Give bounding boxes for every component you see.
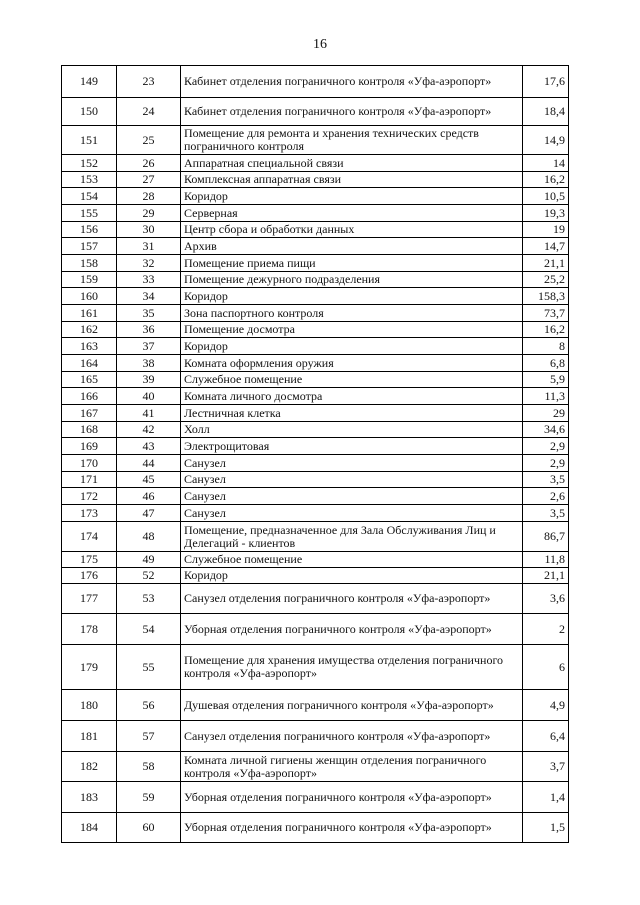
table-row — [62, 222, 569, 238]
premise-number: 34 — [117, 288, 181, 305]
table-row — [62, 355, 569, 372]
row-number: 169 — [62, 438, 117, 455]
row-number: 150 — [62, 98, 117, 126]
table-row — [62, 288, 569, 305]
row-number: 167 — [62, 405, 117, 422]
premise-area: 3,5 — [523, 505, 569, 522]
row-number: 153 — [62, 172, 117, 188]
premise-area: 17,6 — [523, 66, 569, 98]
premise-number: 39 — [117, 372, 181, 388]
row-number: 165 — [62, 372, 117, 388]
premise-number: 59 — [117, 782, 181, 813]
row-number: 177 — [62, 584, 117, 614]
premise-name: Зона паспортного контроля — [181, 305, 523, 322]
premise-number: 29 — [117, 205, 181, 222]
premise-name: Санузел отделения пограничного контроля «Уфа-аэропорт» — [181, 584, 523, 614]
row-number: 166 — [62, 388, 117, 405]
premise-number: 31 — [117, 238, 181, 255]
premise-area: 3,7 — [523, 752, 569, 782]
premise-number: 48 — [117, 522, 181, 552]
table-row — [62, 455, 569, 472]
table-row — [62, 472, 569, 488]
premises-table — [61, 65, 569, 843]
row-number: 178 — [62, 614, 117, 645]
premise-area: 19 — [523, 222, 569, 238]
premise-number: 45 — [117, 472, 181, 488]
premise-number: 42 — [117, 422, 181, 438]
row-number: 157 — [62, 238, 117, 255]
premise-number: 47 — [117, 505, 181, 522]
premise-name: Кабинет отделения пограничного контроля «Уфа-аэропорт» — [181, 98, 523, 126]
premise-name: Коридор — [181, 288, 523, 305]
row-number: 158 — [62, 255, 117, 272]
premise-name: Лестничная клетка — [181, 405, 523, 422]
premise-number: 23 — [117, 66, 181, 98]
premise-name: Электрощитовая — [181, 438, 523, 455]
premise-name: Служебное помещение — [181, 552, 523, 568]
table-row — [62, 645, 569, 690]
table-row — [62, 690, 569, 721]
premise-name: Аппаратная специальной связи — [181, 155, 523, 172]
premise-name: Коридор — [181, 188, 523, 205]
premise-name: Санузел — [181, 455, 523, 472]
premise-number: 49 — [117, 552, 181, 568]
premise-area: 2,9 — [523, 455, 569, 472]
premise-area: 6 — [523, 645, 569, 690]
table-row — [62, 238, 569, 255]
premise-area: 2,9 — [523, 438, 569, 455]
premise-number: 36 — [117, 322, 181, 338]
table-row — [62, 322, 569, 338]
premise-area: 2 — [523, 614, 569, 645]
table-row — [62, 584, 569, 614]
table-row — [62, 205, 569, 222]
premise-area: 29 — [523, 405, 569, 422]
premise-area: 11,8 — [523, 552, 569, 568]
table-row — [62, 272, 569, 288]
table-row — [62, 98, 569, 126]
row-number: 181 — [62, 721, 117, 752]
premise-name: Уборная отделения пограничного контроля «Уфа-аэропорт» — [181, 813, 523, 843]
table-row — [62, 255, 569, 272]
premise-name: Служебное помещение — [181, 372, 523, 388]
table-row — [62, 552, 569, 568]
premise-number: 60 — [117, 813, 181, 843]
row-number: 152 — [62, 155, 117, 172]
row-number: 164 — [62, 355, 117, 372]
premise-name: Санузел — [181, 472, 523, 488]
premise-name: Комната личной гигиены женщин отделения пограничного контроля «Уфа-аэропорт» — [181, 752, 523, 782]
premise-area: 4,9 — [523, 690, 569, 721]
premise-number: 35 — [117, 305, 181, 322]
premise-area: 6,4 — [523, 721, 569, 752]
table-row — [62, 66, 569, 98]
premise-name: Душевая отделения пограничного контроля «Уфа-аэропорт» — [181, 690, 523, 721]
table-row — [62, 505, 569, 522]
premise-number: 46 — [117, 488, 181, 505]
table-row — [62, 721, 569, 752]
premise-area: 1,4 — [523, 782, 569, 813]
premise-area: 8 — [523, 338, 569, 355]
premise-area: 14,9 — [523, 126, 569, 155]
table-row — [62, 338, 569, 355]
premise-area: 25,2 — [523, 272, 569, 288]
premise-number: 38 — [117, 355, 181, 372]
row-number: 179 — [62, 645, 117, 690]
table-row — [62, 614, 569, 645]
premise-name: Коридор — [181, 568, 523, 584]
premise-area: 10,5 — [523, 188, 569, 205]
premise-number: 53 — [117, 584, 181, 614]
premise-number: 54 — [117, 614, 181, 645]
row-number: 161 — [62, 305, 117, 322]
row-number: 173 — [62, 505, 117, 522]
premise-name: Комплексная аппаратная связи — [181, 172, 523, 188]
premise-area: 158,3 — [523, 288, 569, 305]
premise-area: 5,9 — [523, 372, 569, 388]
premise-number: 32 — [117, 255, 181, 272]
row-number: 184 — [62, 813, 117, 843]
row-number: 151 — [62, 126, 117, 155]
premise-area: 34,6 — [523, 422, 569, 438]
premise-area: 18,4 — [523, 98, 569, 126]
premise-number: 37 — [117, 338, 181, 355]
premise-name: Помещение приема пищи — [181, 255, 523, 272]
premise-area: 14,7 — [523, 238, 569, 255]
table-row — [62, 172, 569, 188]
premise-number: 56 — [117, 690, 181, 721]
table-row — [62, 422, 569, 438]
row-number: 182 — [62, 752, 117, 782]
premise-number: 25 — [117, 126, 181, 155]
row-number: 159 — [62, 272, 117, 288]
row-number: 175 — [62, 552, 117, 568]
table-row — [62, 405, 569, 422]
row-number: 171 — [62, 472, 117, 488]
premise-number: 26 — [117, 155, 181, 172]
premise-name: Помещение дежурного подразделения — [181, 272, 523, 288]
row-number: 176 — [62, 568, 117, 584]
table-row — [62, 813, 569, 843]
premise-name: Помещение, предназначенное для Зала Обслуживания Лиц и Делегаций - клиентов — [181, 522, 523, 552]
table-row — [62, 522, 569, 552]
premise-number: 27 — [117, 172, 181, 188]
table-row — [62, 438, 569, 455]
premise-area: 2,6 — [523, 488, 569, 505]
premise-number: 55 — [117, 645, 181, 690]
premise-number: 58 — [117, 752, 181, 782]
row-number: 149 — [62, 66, 117, 98]
premise-name: Коридор — [181, 338, 523, 355]
premise-area: 19,3 — [523, 205, 569, 222]
page-number: 16 — [313, 37, 327, 52]
premise-name: Комната личного досмотра — [181, 388, 523, 405]
row-number: 183 — [62, 782, 117, 813]
row-number: 155 — [62, 205, 117, 222]
table-row — [62, 126, 569, 155]
table-row — [62, 782, 569, 813]
premise-area: 86,7 — [523, 522, 569, 552]
row-number: 154 — [62, 188, 117, 205]
premises-table-body — [62, 66, 569, 843]
premise-number: 41 — [117, 405, 181, 422]
premise-area: 73,7 — [523, 305, 569, 322]
premise-number: 24 — [117, 98, 181, 126]
table-row — [62, 305, 569, 322]
premise-number: 30 — [117, 222, 181, 238]
premise-number: 40 — [117, 388, 181, 405]
table-row — [62, 388, 569, 405]
premise-name: Помещение досмотра — [181, 322, 523, 338]
premise-name: Санузел — [181, 488, 523, 505]
row-number: 162 — [62, 322, 117, 338]
table-row — [62, 568, 569, 584]
premise-area: 16,2 — [523, 172, 569, 188]
premise-name: Архив — [181, 238, 523, 255]
premise-area: 1,5 — [523, 813, 569, 843]
premise-name: Центр сбора и обработки данных — [181, 222, 523, 238]
table-row — [62, 488, 569, 505]
premise-area: 16,2 — [523, 322, 569, 338]
premise-name: Санузел — [181, 505, 523, 522]
row-number: 180 — [62, 690, 117, 721]
premise-area: 21,1 — [523, 568, 569, 584]
premise-number: 33 — [117, 272, 181, 288]
premise-area: 6,8 — [523, 355, 569, 372]
premise-area: 11,3 — [523, 388, 569, 405]
premise-name: Санузел отделения пограничного контроля «Уфа-аэропорт» — [181, 721, 523, 752]
premise-area: 21,1 — [523, 255, 569, 272]
premise-name: Серверная — [181, 205, 523, 222]
premise-area: 3,5 — [523, 472, 569, 488]
row-number: 170 — [62, 455, 117, 472]
row-number: 160 — [62, 288, 117, 305]
premise-name: Кабинет отделения пограничного контроля «Уфа-аэропорт» — [181, 66, 523, 98]
table-row — [62, 372, 569, 388]
premise-name: Холл — [181, 422, 523, 438]
row-number: 168 — [62, 422, 117, 438]
premise-area: 3,6 — [523, 584, 569, 614]
premise-name: Помещение для ремонта и хранения технических средств пограничного контроля — [181, 126, 523, 155]
table-row — [62, 188, 569, 205]
row-number: 174 — [62, 522, 117, 552]
premise-name: Уборная отделения пограничного контроля «Уфа-аэропорт» — [181, 782, 523, 813]
row-number: 172 — [62, 488, 117, 505]
premise-name: Помещение для хранения имущества отделения пограничного контроля «Уфа-аэропорт» — [181, 645, 523, 690]
premise-number: 43 — [117, 438, 181, 455]
premise-number: 57 — [117, 721, 181, 752]
premise-name: Уборная отделения пограничного контроля «Уфа-аэропорт» — [181, 614, 523, 645]
row-number: 156 — [62, 222, 117, 238]
premise-number: 44 — [117, 455, 181, 472]
premise-area: 14 — [523, 155, 569, 172]
table-row — [62, 752, 569, 782]
table-row — [62, 155, 569, 172]
premise-number: 52 — [117, 568, 181, 584]
row-number: 163 — [62, 338, 117, 355]
premise-name: Комната оформления оружия — [181, 355, 523, 372]
premise-number: 28 — [117, 188, 181, 205]
